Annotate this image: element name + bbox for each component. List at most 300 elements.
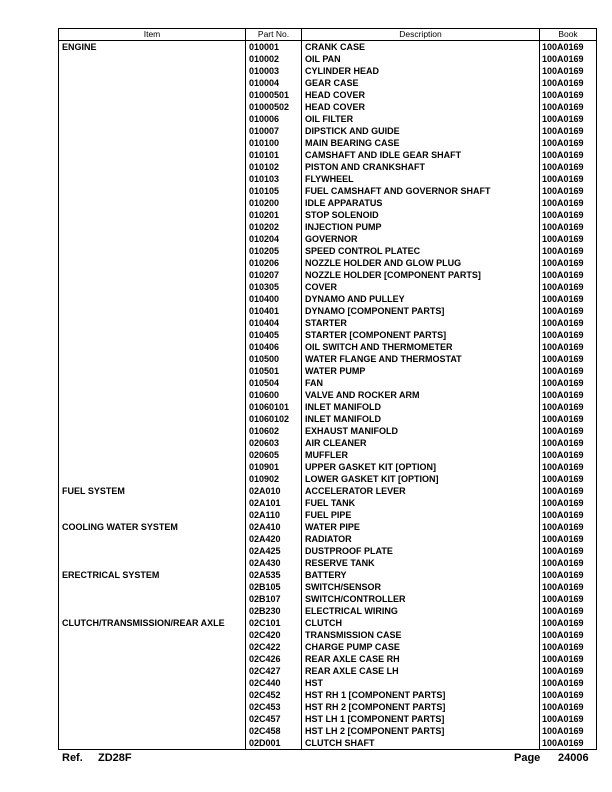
cell-description: ELECTRICAL WIRING [302,605,540,617]
cell-description: BATTERY [302,569,540,581]
cell-part-no: 010205 [246,245,302,257]
page-number: 24006 [558,752,589,764]
cell-book: 100A0169 [540,353,597,365]
cell-part-no: 010305 [246,281,302,293]
cell-part-no: 010100 [246,137,302,149]
cell-book: 100A0169 [540,557,597,569]
table-body [59,41,597,750]
cell-part-no: 01060102 [246,413,302,425]
table-row [59,185,597,197]
cell-book: 100A0169 [540,437,597,449]
cell-part-no: 02A410 [246,521,302,533]
cell-book: 100A0169 [540,461,597,473]
cell-description: OIL FILTER [302,113,540,125]
ref-label: Ref. [62,752,83,764]
cell-book: 100A0169 [540,701,597,713]
cell-part-no: 02C427 [246,665,302,677]
cell-part-no: 02C457 [246,713,302,725]
cell-book: 100A0169 [540,737,597,750]
cell-item [59,701,246,713]
cell-part-no: 010007 [246,125,302,137]
cell-description: EXHAUST MANIFOLD [302,425,540,437]
table-row [59,341,597,353]
cell-description: OIL PAN [302,53,540,65]
cell-description: HEAD COVER [302,89,540,101]
table-row [59,101,597,113]
table-row [59,425,597,437]
table-row [59,677,597,689]
table-row [59,173,597,185]
cell-part-no: 02C101 [246,617,302,629]
cell-item [59,269,246,281]
cell-description: STOP SOLENOID [302,209,540,221]
table-row [59,449,597,461]
table-row [59,581,597,593]
cell-item [59,161,246,173]
cell-part-no: 02A420 [246,533,302,545]
cell-description: OIL SWITCH AND THERMOMETER [302,341,540,353]
table-row [59,305,597,317]
cell-book: 100A0169 [540,137,597,149]
cell-part-no: 010204 [246,233,302,245]
cell-description: DIPSTICK AND GUIDE [302,125,540,137]
cell-item [59,413,246,425]
table-row [59,257,597,269]
cell-book: 100A0169 [540,185,597,197]
cell-description: REAR AXLE CASE LH [302,665,540,677]
cell-description: DUSTPROOF PLATE [302,545,540,557]
table-row [59,161,597,173]
table-row [59,653,597,665]
cell-book: 100A0169 [540,209,597,221]
cell-item [59,101,246,113]
cell-item [59,377,246,389]
cell-part-no: 010401 [246,305,302,317]
table-row [59,437,597,449]
cell-description: CLUTCH SHAFT [302,737,540,750]
cell-part-no: 010101 [246,149,302,161]
cell-part-no: 02C452 [246,689,302,701]
cell-description: CAMSHAFT AND IDLE GEAR SHAFT [302,149,540,161]
cell-description: CLUTCH [302,617,540,629]
table-row [59,269,597,281]
table-row [59,509,597,521]
cell-item: ERECTRICAL SYSTEM [59,569,246,581]
cell-description: TRANSMISSION CASE [302,629,540,641]
cell-part-no: 010001 [246,41,302,54]
cell-item [59,365,246,377]
cell-item [59,341,246,353]
cell-book: 100A0169 [540,401,597,413]
cell-book: 100A0169 [540,113,597,125]
parts-index-table [58,28,597,750]
cell-part-no: 010501 [246,365,302,377]
cell-book: 100A0169 [540,293,597,305]
table-row [59,365,597,377]
table-row [59,389,597,401]
table-row [59,497,597,509]
cell-description: REAR AXLE CASE RH [302,653,540,665]
cell-book: 100A0169 [540,377,597,389]
cell-item [59,401,246,413]
cell-book: 100A0169 [540,317,597,329]
cell-item [59,629,246,641]
table-row [59,473,597,485]
cell-book: 100A0169 [540,41,597,54]
cell-book: 100A0169 [540,521,597,533]
table-row [59,377,597,389]
cell-description: WATER PIPE [302,521,540,533]
table-row [59,701,597,713]
table-row [59,545,597,557]
cell-book: 100A0169 [540,65,597,77]
cell-part-no: 02A010 [246,485,302,497]
cell-item [59,605,246,617]
cell-part-no: 02A535 [246,569,302,581]
cell-part-no: 010105 [246,185,302,197]
table-row [59,353,597,365]
cell-part-no: 02C422 [246,641,302,653]
cell-description: RADIATOR [302,533,540,545]
cell-book: 100A0169 [540,413,597,425]
cell-book: 100A0169 [540,509,597,521]
cell-description: MUFFLER [302,449,540,461]
cell-description: HST RH 2 [COMPONENT PARTS] [302,701,540,713]
cell-part-no: 010406 [246,341,302,353]
cell-description: CYLINDER HEAD [302,65,540,77]
cell-description: SWITCH/SENSOR [302,581,540,593]
cell-description: VALVE AND ROCKER ARM [302,389,540,401]
cell-item [59,125,246,137]
cell-part-no: 02C458 [246,725,302,737]
cell-item [59,509,246,521]
table-row [59,317,597,329]
cell-book: 100A0169 [540,425,597,437]
cell-item [59,437,246,449]
cell-part-no: 01060101 [246,401,302,413]
cell-item [59,713,246,725]
table-row [59,77,597,89]
cell-part-no: 02B107 [246,593,302,605]
cell-item [59,281,246,293]
cell-book: 100A0169 [540,365,597,377]
cell-book: 100A0169 [540,605,597,617]
cell-item [59,665,246,677]
header-description: Description [302,29,540,41]
cell-description: SWITCH/CONTROLLER [302,593,540,605]
table-row [59,401,597,413]
cell-book: 100A0169 [540,449,597,461]
cell-description: DYNAMO [COMPONENT PARTS] [302,305,540,317]
table-row [59,461,597,473]
cell-item [59,317,246,329]
model-code: ZD28F [98,752,132,764]
cell-description: HST LH 2 [COMPONENT PARTS] [302,725,540,737]
header-book: Book [540,29,597,41]
cell-book: 100A0169 [540,101,597,113]
cell-book: 100A0169 [540,641,597,653]
cell-description: RESERVE TANK [302,557,540,569]
cell-item [59,677,246,689]
cell-item [59,641,246,653]
cell-description: WATER PUMP [302,365,540,377]
cell-description: INLET MANIFOLD [302,413,540,425]
cell-part-no: 02B230 [246,605,302,617]
cell-description: PISTON AND CRANKSHAFT [302,161,540,173]
table-row [59,65,597,77]
page-footer [62,750,596,766]
cell-part-no: 010602 [246,425,302,437]
table-row [59,689,597,701]
table-row [59,737,597,750]
cell-item [59,581,246,593]
cell-item [59,245,246,257]
cell-item [59,353,246,365]
cell-item [59,689,246,701]
table-row [59,485,597,497]
cell-part-no: 02C453 [246,701,302,713]
cell-description: LOWER GASKET KIT [OPTION] [302,473,540,485]
cell-book: 100A0169 [540,713,597,725]
cell-part-no: 010002 [246,53,302,65]
cell-part-no: 02D001 [246,737,302,750]
cell-description: UPPER GASKET KIT [OPTION] [302,461,540,473]
cell-book: 100A0169 [540,617,597,629]
cell-book: 100A0169 [540,665,597,677]
header-item: Item [59,29,246,41]
cell-part-no: 01000501 [246,89,302,101]
cell-item [59,653,246,665]
cell-book: 100A0169 [540,725,597,737]
cell-description: WATER FLANGE AND THERMOSTAT [302,353,540,365]
cell-part-no: 02C440 [246,677,302,689]
table-row [59,569,597,581]
cell-description: FUEL CAMSHAFT AND GOVERNOR SHAFT [302,185,540,197]
cell-book: 100A0169 [540,485,597,497]
table-row [59,53,597,65]
table-row [59,233,597,245]
cell-description: AIR CLEANER [302,437,540,449]
table-row [59,329,597,341]
cell-item [59,473,246,485]
cell-book: 100A0169 [540,341,597,353]
cell-description: INJECTION PUMP [302,221,540,233]
table-row [59,665,597,677]
table-row [59,629,597,641]
table-row [59,521,597,533]
parts-index-document [58,28,596,750]
cell-description: STARTER [302,317,540,329]
cell-item [59,257,246,269]
cell-description: GEAR CASE [302,77,540,89]
page-label: Page [514,752,541,764]
cell-description: NOZZLE HOLDER [COMPONENT PARTS] [302,269,540,281]
cell-part-no: 020603 [246,437,302,449]
table-row [59,137,597,149]
cell-part-no: 010102 [246,161,302,173]
cell-description: FUEL PIPE [302,509,540,521]
table-row [59,713,597,725]
cell-part-no: 010207 [246,269,302,281]
cell-part-no: 010504 [246,377,302,389]
cell-part-no: 02C426 [246,653,302,665]
cell-part-no: 010201 [246,209,302,221]
cell-part-no: 010901 [246,461,302,473]
cell-item [59,221,246,233]
cell-item [59,113,246,125]
cell-part-no: 010902 [246,473,302,485]
cell-item [59,545,246,557]
cell-book: 100A0169 [540,653,597,665]
cell-item [59,557,246,569]
cell-part-no: 020605 [246,449,302,461]
table-row [59,197,597,209]
cell-description: MAIN BEARING CASE [302,137,540,149]
cell-part-no: 010202 [246,221,302,233]
cell-part-no: 010103 [246,173,302,185]
cell-book: 100A0169 [540,581,597,593]
table-row [59,605,597,617]
cell-book: 100A0169 [540,233,597,245]
cell-item [59,233,246,245]
cell-book: 100A0169 [540,473,597,485]
cell-item [59,185,246,197]
cell-book: 100A0169 [540,245,597,257]
cell-item [59,173,246,185]
cell-item [59,65,246,77]
cell-item [59,137,246,149]
cell-description: SPEED CONTROL PLATEC [302,245,540,257]
table-row [59,113,597,125]
cell-part-no: 010405 [246,329,302,341]
cell-item [59,149,246,161]
cell-part-no: 010004 [246,77,302,89]
cell-book: 100A0169 [540,569,597,581]
cell-book: 100A0169 [540,221,597,233]
cell-book: 100A0169 [540,173,597,185]
cell-book: 100A0169 [540,389,597,401]
cell-book: 100A0169 [540,677,597,689]
cell-item [59,329,246,341]
cell-book: 100A0169 [540,125,597,137]
cell-description: ACCELERATOR LEVER [302,485,540,497]
cell-description: HEAD COVER [302,101,540,113]
cell-description: NOZZLE HOLDER AND GLOW PLUG [302,257,540,269]
cell-description: CRANK CASE [302,41,540,54]
table-row [59,413,597,425]
cell-book: 100A0169 [540,89,597,101]
table-row [59,293,597,305]
cell-part-no: 010206 [246,257,302,269]
cell-part-no: 02A425 [246,545,302,557]
cell-item [59,389,246,401]
table-row [59,281,597,293]
cell-book: 100A0169 [540,197,597,209]
cell-part-no: 01000502 [246,101,302,113]
cell-book: 100A0169 [540,329,597,341]
cell-part-no: 010200 [246,197,302,209]
cell-book: 100A0169 [540,161,597,173]
cell-item [59,461,246,473]
cell-book: 100A0169 [540,281,597,293]
cell-item [59,293,246,305]
cell-item [59,209,246,221]
cell-item: ENGINE [59,41,246,54]
table-row [59,149,597,161]
table-row [59,89,597,101]
cell-item [59,725,246,737]
cell-description: DYNAMO AND PULLEY [302,293,540,305]
cell-description: HST RH 1 [COMPONENT PARTS] [302,689,540,701]
cell-book: 100A0169 [540,593,597,605]
cell-description: HST [302,677,540,689]
cell-book: 100A0169 [540,305,597,317]
cell-item [59,497,246,509]
table-header-row [59,29,597,41]
cell-item [59,737,246,750]
cell-description: FAN [302,377,540,389]
cell-description: COVER [302,281,540,293]
cell-item: COOLING WATER SYSTEM [59,521,246,533]
cell-item [59,533,246,545]
cell-item [59,593,246,605]
cell-description: IDLE APPARATUS [302,197,540,209]
table-row [59,641,597,653]
cell-part-no: 02A110 [246,509,302,521]
cell-item [59,305,246,317]
cell-item [59,449,246,461]
cell-part-no: 010500 [246,353,302,365]
cell-item: FUEL SYSTEM [59,485,246,497]
cell-item [59,53,246,65]
cell-description: INLET MANIFOLD [302,401,540,413]
cell-description: STARTER [COMPONENT PARTS] [302,329,540,341]
cell-item [59,77,246,89]
cell-book: 100A0169 [540,77,597,89]
table-row [59,593,597,605]
cell-item [59,425,246,437]
cell-description: FLYWHEEL [302,173,540,185]
table-row [59,533,597,545]
cell-book: 100A0169 [540,689,597,701]
cell-description: GOVERNOR [302,233,540,245]
cell-book: 100A0169 [540,257,597,269]
cell-description: FUEL TANK [302,497,540,509]
cell-description: HST LH 1 [COMPONENT PARTS] [302,713,540,725]
cell-part-no: 010006 [246,113,302,125]
cell-part-no: 02A430 [246,557,302,569]
cell-part-no: 02C420 [246,629,302,641]
table-row [59,125,597,137]
table-row [59,41,597,54]
table-row [59,617,597,629]
table-row [59,221,597,233]
cell-item [59,89,246,101]
table-row [59,245,597,257]
cell-part-no: 02B105 [246,581,302,593]
header-part-no: Part No. [246,29,302,41]
cell-book: 100A0169 [540,497,597,509]
cell-book: 100A0169 [540,533,597,545]
cell-book: 100A0169 [540,629,597,641]
cell-item [59,197,246,209]
table-row [59,557,597,569]
cell-part-no: 010600 [246,389,302,401]
table-row [59,725,597,737]
cell-book: 100A0169 [540,269,597,281]
cell-part-no: 010003 [246,65,302,77]
cell-description: CHARGE PUMP CASE [302,641,540,653]
